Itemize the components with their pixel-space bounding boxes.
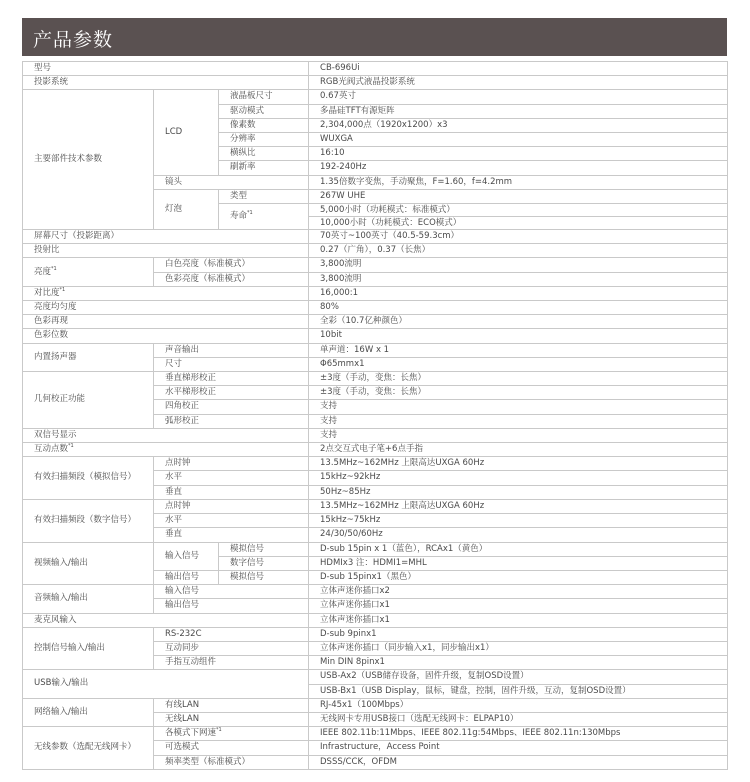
speed-label: 各模式下网速 xyxy=(165,728,217,739)
spec-label: 亮度均匀度 xyxy=(23,301,309,315)
spec-label: 音频输入/输出 xyxy=(23,585,154,613)
spec-table xyxy=(22,61,728,770)
spec-value: D-sub 15pinx1（黑色） xyxy=(309,570,728,584)
spec-sublabel: 色彩亮度（标准模式） xyxy=(154,272,309,286)
table-row xyxy=(23,301,728,315)
spec-label xyxy=(23,286,309,300)
section-header xyxy=(22,18,727,56)
table-row xyxy=(23,286,728,300)
spec-label: 无线参数（选配无线网卡） xyxy=(23,727,154,770)
spec-value: ±3度（手动，变焦：长焦） xyxy=(309,372,728,386)
spec-sublabel: 输入信号 xyxy=(154,542,219,570)
spec-value: D-sub 9pinx1 xyxy=(309,627,728,641)
spec-label: 型号 xyxy=(23,62,309,76)
spec-sublabel: 输入信号 xyxy=(154,585,309,599)
table-row xyxy=(23,727,728,741)
table-row xyxy=(23,542,728,556)
spec-value: 2点交互式电子笔+6点手指 xyxy=(309,443,728,457)
table-row xyxy=(23,613,728,627)
spec-value: 2,304,000点（1920x1200）x3 xyxy=(309,118,728,132)
spec-value: 80% xyxy=(309,301,728,315)
spec-sublabel: 水平 xyxy=(154,514,309,528)
spec-sublabel: 可选模式 xyxy=(154,741,309,755)
brightness-label: 亮度 xyxy=(34,266,52,277)
spec-sublabel: 声音输出 xyxy=(154,343,309,357)
spec-sublabel: 有线LAN xyxy=(154,698,309,712)
spec-sublabel: 刷新率 xyxy=(219,161,309,175)
spec-sublabel: 数字信号 xyxy=(219,556,309,570)
spec-sublabel: 点时钟 xyxy=(154,457,309,471)
spec-sublabel: 灯泡 xyxy=(154,189,219,229)
spec-sublabel: 垂直 xyxy=(154,485,309,499)
spec-value: 全彩（10.7亿种颜色） xyxy=(309,315,728,329)
spec-value: 15kHz~92kHz xyxy=(309,471,728,485)
spec-label: 双信号显示 xyxy=(23,428,309,442)
spec-value: 16,000:1 xyxy=(309,286,728,300)
table-row xyxy=(23,443,728,457)
spec-value: USB-Bx1（USB Display，鼠标，键盘，控制，固件升级，互动，复制OSD设置） xyxy=(309,684,728,698)
spec-value: 50Hz~85Hz xyxy=(309,485,728,499)
spec-label: 几何校正功能 xyxy=(23,372,154,429)
spec-value: WUXGA xyxy=(309,133,728,147)
spec-value: 3,800流明 xyxy=(309,272,728,286)
footnote-mark: *1 xyxy=(51,265,57,272)
spec-value: 单声道：16W x 1 xyxy=(309,343,728,357)
spec-sublabel: 四角校正 xyxy=(154,400,309,414)
spec-value: 13.5MHz~162MHz 上限高达UXGA 60Hz xyxy=(309,499,728,513)
spec-label: 网络输入/输出 xyxy=(23,698,154,726)
footnote-mark: *1 xyxy=(59,287,66,294)
spec-value: 24/30/50/60Hz xyxy=(309,528,728,542)
table-row xyxy=(23,62,728,76)
spec-value: ±3度（手动，变焦：长焦） xyxy=(309,386,728,400)
spec-value: 立体声迷你插口（同步输入x1，同步输出x1） xyxy=(309,641,728,655)
contrast-label: 对比度 xyxy=(34,287,60,298)
spec-value: 支持 xyxy=(309,400,728,414)
spec-value: 立体声迷你插口x2 xyxy=(309,585,728,599)
spec-sublabel: 尺寸 xyxy=(154,357,309,371)
table-row xyxy=(23,627,728,641)
spec-sublabel xyxy=(219,204,309,230)
spec-value: 13.5MHz~162MHz 上限高达UXGA 60Hz xyxy=(309,457,728,471)
spec-sublabel: 水平 xyxy=(154,471,309,485)
spec-label: 内置扬声器 xyxy=(23,343,154,371)
touch-points-label: 互动点数 xyxy=(34,444,69,455)
spec-label: 主要部件技术参数 xyxy=(23,90,154,230)
spec-value: 0.27（广角），0.37（长焦） xyxy=(309,244,728,258)
spec-value: 支持 xyxy=(309,414,728,428)
spec-sublabel: 横纵比 xyxy=(219,147,309,161)
spec-value: 10,000小时（功耗模式：ECO模式） xyxy=(309,217,728,230)
spec-value: 15kHz~75kHz xyxy=(309,514,728,528)
table-row xyxy=(23,343,728,357)
spec-value: 267W UHE xyxy=(309,189,728,203)
spec-value: 5,000小时（功耗模式：标准模式） xyxy=(309,204,728,217)
spec-sublabel: 分辨率 xyxy=(219,133,309,147)
table-row xyxy=(23,670,728,684)
spec-sublabel: 互动同步 xyxy=(154,641,309,655)
spec-label: 投射比 xyxy=(23,244,309,258)
spec-label: 控制信号输入/输出 xyxy=(23,627,154,670)
table-row xyxy=(23,230,728,244)
spec-sublabel: 垂直梯形校正 xyxy=(154,372,309,386)
table-row xyxy=(23,698,728,712)
spec-value: 70英寸~100英寸（40.5-59.3cm） xyxy=(309,230,728,244)
spec-label: 色彩位数 xyxy=(23,329,309,343)
table-row xyxy=(23,372,728,386)
spec-sublabel: 输出信号 xyxy=(154,599,309,613)
table-row xyxy=(23,90,728,104)
spec-label: 有效扫描频段（数字信号） xyxy=(23,499,154,542)
spec-sublabel: 模拟信号 xyxy=(219,542,309,556)
spec-label: 有效扫描频段（模拟信号） xyxy=(23,457,154,500)
spec-sublabel: 镜头 xyxy=(154,175,309,189)
spec-sublabel: 点时钟 xyxy=(154,499,309,513)
spec-sublabel: 弧形校正 xyxy=(154,414,309,428)
spec-value: Min DIN 8pinx1 xyxy=(309,656,728,670)
spec-value: 192-240Hz xyxy=(309,161,728,175)
spec-value: 10bit xyxy=(309,329,728,343)
spec-label: USB输入/输出 xyxy=(23,670,309,698)
table-row xyxy=(23,258,728,272)
footnote-mark: *1 xyxy=(216,727,222,734)
table-row xyxy=(23,499,728,513)
table-row xyxy=(23,315,728,329)
spec-value: 1.35倍数字变焦，手动聚焦，F=1.60，f=4.2mm xyxy=(309,175,728,189)
spec-sublabel: 垂直 xyxy=(154,528,309,542)
spec-sublabel: 像素数 xyxy=(219,118,309,132)
spec-value: 无线网卡专用USB接口（选配无线网卡：ELPAP10） xyxy=(309,712,728,726)
table-row xyxy=(23,76,728,90)
spec-value: Infrastructure，Access Point xyxy=(309,741,728,755)
spec-value: 立体声迷你插口x1 xyxy=(309,613,728,627)
spec-sublabel: 驱动模式 xyxy=(219,104,309,118)
lamp-life-label: 寿命 xyxy=(230,210,248,221)
spec-value: 多晶硅TFT有源矩阵 xyxy=(309,104,728,118)
spec-value: HDMIx3 注：HDMI1=MHL xyxy=(309,556,728,570)
spec-value: IEEE 802.11b:11Mbps、IEEE 802.11g:54Mbps、IEEE 802.11n:130Mbps xyxy=(309,727,728,741)
spec-value: CB-696Ui xyxy=(309,62,728,76)
footnote-mark: *1 xyxy=(247,210,253,217)
footnote-mark: *1 xyxy=(68,443,74,450)
spec-value: USB-Ax2（USB储存设备，固件升级，复制OSD设置） xyxy=(309,670,728,684)
spec-label: 麦克风输入 xyxy=(23,613,309,627)
spec-value: 0.67英寸 xyxy=(309,90,728,104)
spec-sublabel: 手指互动组件 xyxy=(154,656,309,670)
spec-sublabel: 水平梯形校正 xyxy=(154,386,309,400)
spec-sublabel: 液晶板尺寸 xyxy=(219,90,309,104)
spec-value: 16:10 xyxy=(309,147,728,161)
spec-sublabel: 输出信号 xyxy=(154,570,219,584)
table-row xyxy=(23,457,728,471)
table-row xyxy=(23,329,728,343)
spec-label: 视频输入/输出 xyxy=(23,542,154,585)
spec-value: 立体声迷你插口x1 xyxy=(309,599,728,613)
spec-label xyxy=(23,258,154,286)
spec-sublabel xyxy=(154,727,309,741)
spec-value: 3,800流明 xyxy=(309,258,728,272)
spec-value: RGB光阀式液晶投影系统 xyxy=(309,76,728,90)
spec-sublabel: LCD xyxy=(154,90,219,175)
spec-sublabel: 无线LAN xyxy=(154,712,309,726)
spec-label: 屏幕尺寸（投影距离） xyxy=(23,230,309,244)
table-row xyxy=(23,428,728,442)
spec-label xyxy=(23,443,309,457)
spec-sublabel: 模拟信号 xyxy=(219,570,309,584)
spec-value: D-sub 15pin x 1（蓝色），RCAx1（黄色） xyxy=(309,542,728,556)
table-row xyxy=(23,585,728,599)
spec-sublabel: RS-232C xyxy=(154,627,309,641)
table-row xyxy=(23,244,728,258)
spec-value: 支持 xyxy=(309,428,728,442)
spec-sublabel: 白色亮度（标准模式） xyxy=(154,258,309,272)
spec-value: Φ65mmx1 xyxy=(309,357,728,371)
spec-sublabel: 类型 xyxy=(219,189,309,203)
spec-value: DSSS/CCK，OFDM xyxy=(309,755,728,769)
spec-sublabel: 频率类型（标准模式） xyxy=(154,755,309,769)
page-title: 产品参数 xyxy=(33,29,114,51)
spec-value: RJ-45x1（100Mbps） xyxy=(309,698,728,712)
spec-label: 色彩再现 xyxy=(23,315,309,329)
spec-label: 投影系统 xyxy=(23,76,309,90)
